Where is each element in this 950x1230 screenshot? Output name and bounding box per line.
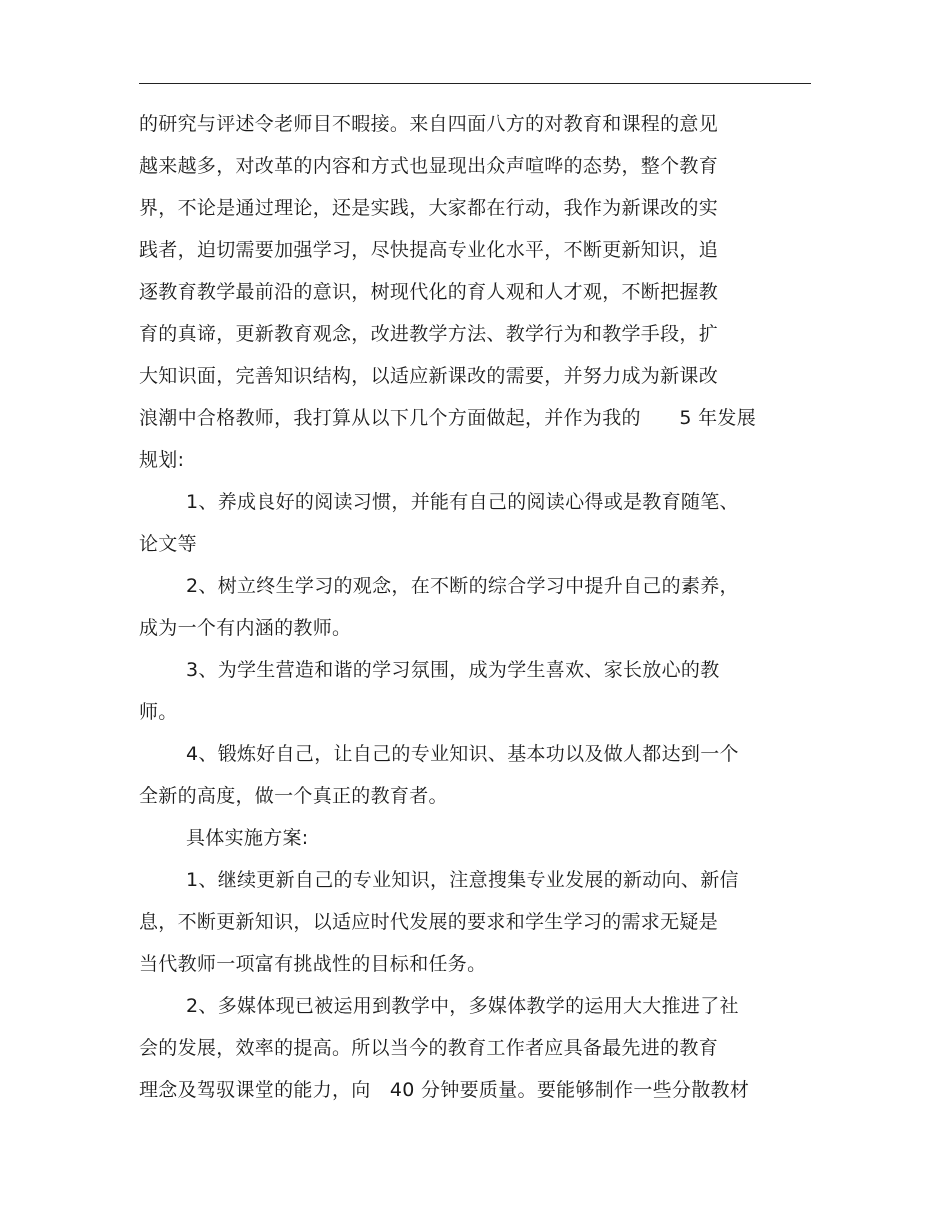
text-line: 的研究与评述令老师目不暇接。来自四面八方的对教育和课程的意见	[139, 113, 719, 135]
text-line: 具体实施方案:	[186, 827, 309, 849]
text-line: 界，不论是通过理论，还是实践，大家都在行动，我作为新课改的实	[139, 197, 719, 219]
document-body	[139, 103, 811, 1111]
text-line: 践者，迫切需要加强学习，尽快提高专业化水平，不断更新知识，追	[139, 239, 719, 261]
text-line: 育的真谛，更新教育观念，改进教学方法、教学行为和教学手段，扩	[139, 323, 719, 345]
text-line: 规划:	[139, 449, 185, 471]
text-line: 论文等	[139, 533, 197, 555]
text-line: 全新的高度，做一个真正的教育者。	[139, 785, 448, 807]
text-line: 4、锻炼好自己，让自己的专业知识、基本功以及做人都达到一个	[186, 743, 739, 765]
text-line: 逐教育教学最前沿的意识，树现代化的育人观和人才观，不断把握教	[139, 281, 719, 303]
text-line: 3、为学生营造和谐的学习氛围，成为学生喜欢、家长放心的教	[186, 659, 720, 681]
text-line: 会的发展，效率的提高。所以当今的教育工作者应具备最先进的教育	[139, 1037, 719, 1059]
text-line: 越来越多，对改革的内容和方式也显现出众声喧哗的态势，整个教育	[139, 155, 719, 177]
text-line: 理念及驾驭课堂的能力，向 40 分钟要质量。要能够制作一些分散教材	[139, 1079, 750, 1101]
text-line: 1、养成良好的阅读习惯，并能有自己的阅读心得或是教育随笔、	[186, 491, 739, 513]
text-line: 2、树立终生学习的观念，在不断的综合学习中提升自己的素养，	[186, 575, 739, 597]
text-line: 当代教师一项富有挑战性的目标和任务。	[139, 953, 487, 975]
text-line: 浪潮中合格教师，我打算从以下几个方面做起，并作为我的 5 年发展	[139, 407, 757, 429]
text-line: 息，不断更新知识，以适应时代发展的要求和学生学习的需求无疑是	[139, 911, 719, 933]
header-rule	[139, 83, 811, 84]
text-line: 1、继续更新自己的专业知识，注意搜集专业发展的新动向、新信	[186, 869, 739, 891]
text-line: 2、多媒体现已被运用到教学中，多媒体教学的运用大大推进了社	[186, 995, 739, 1017]
text-line: 师。	[139, 701, 178, 723]
text-line: 大知识面，完善知识结构，以适应新课改的需要，并努力成为新课改	[139, 365, 719, 387]
text-line: 成为一个有内涵的教师。	[139, 617, 352, 639]
